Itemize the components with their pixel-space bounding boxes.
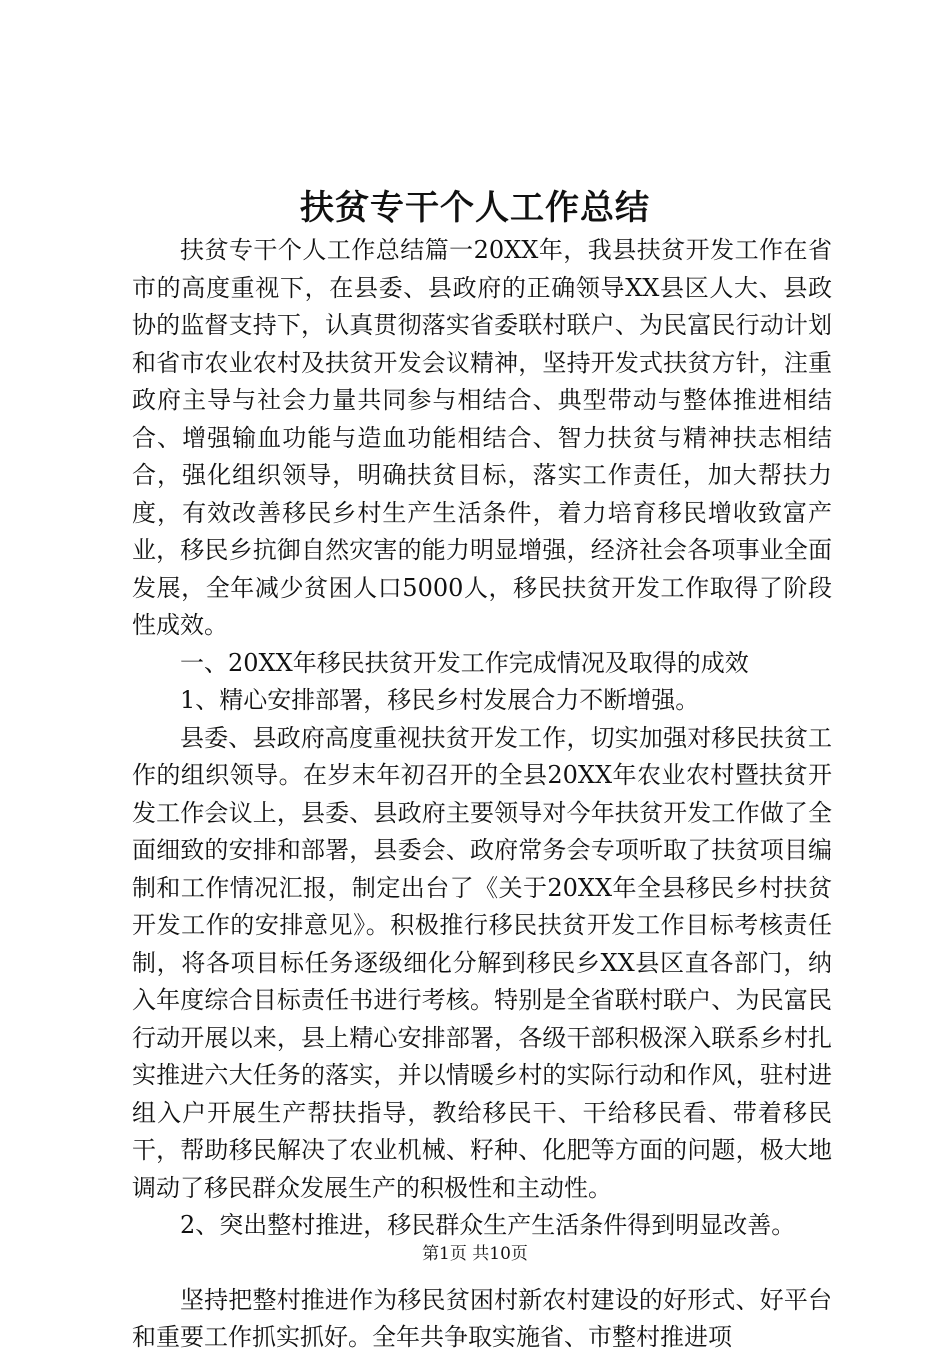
document-title: 扶贫专干个人工作总结	[300, 188, 650, 228]
paragraph-2: 坚持把整村推进作为移民贫困村新农村建设的好形式、好平台和重要工作抓实抓好。全年共争取实施省、市整村推进项	[132, 1285, 832, 1351]
page-footer: 第1页 共10页	[422, 1244, 528, 1264]
section-heading-1: 一、20XX年移民扶贫开发工作完成情况及取得的成效	[180, 648, 749, 677]
document-body	[132, 232, 832, 1357]
paragraph-1: 县委、县政府高度重视扶贫开发工作，切实加强对移民扶贫工作的组织领导。在岁末年初召开的全县20XX年农业农村暨扶贫开发工作会议上，县委、县政府主要领导对今年扶贫开发工作做了全面细致的安排和部署，县委会、政府常务会专项听取了扶贫项目编制和工作情况汇报，制定出台了《关于20XX年全县移民乡村扶贫开发工作的安排意见》。积极推行移民扶贫开发工作目标考核责任制，将各项目标任务逐级细化分解到移民乡XX县区直各部门，纳入年度综合目标责任书进行考核。特别是全省联村联户、为民富民行动开展以来，县上精心安排部署，各级干部积极深入联系乡村扎实推进六大任务的落实，并以情暖乡村的实际行动和作风，驻村进组入户开展生产帮扶指导，教给移民干、干给移民看、带着移民干，帮助移民解决了农业机械、籽种、化肥等方面的问题，极大地调动了移民群众发展生产的积极性和主动性。	[132, 723, 832, 1202]
subheading-1: 1、精心安排部署，移民乡村发展合力不断增强。	[180, 686, 700, 714]
paragraph-intro: 扶贫专干个人工作总结篇一20XX年，我县扶贫开发工作在省市的高度重视下，在县委、县政府的正确领导XX县区人大、县政协的监督支持下，认真贯彻落实省委联村联户、为民富民行动计划和省市农业农村及扶贫开发会议精神，坚持开发式扶贫方针，注重政府主导与社会力量共同参与相结合、典型带动与整体推进相结合、增强输血功能与造血功能相结合、智力扶贫与精神扶志相结合，强化组织领导，明确扶贫目标，落实工作责任，加大帮扶力度，有效改善移民乡村生产生活条件，着力培育移民增收致富产业，移民乡抗御自然灾害的能力明显增强，经济社会各项事业全面发展，全年减少贫困人口5000人，移民扶贫开发工作取得了阶段性成效。	[132, 236, 832, 639]
subheading-2: 2、突出整村推进，移民群众生产生活条件得到明显改善。	[180, 1211, 796, 1239]
